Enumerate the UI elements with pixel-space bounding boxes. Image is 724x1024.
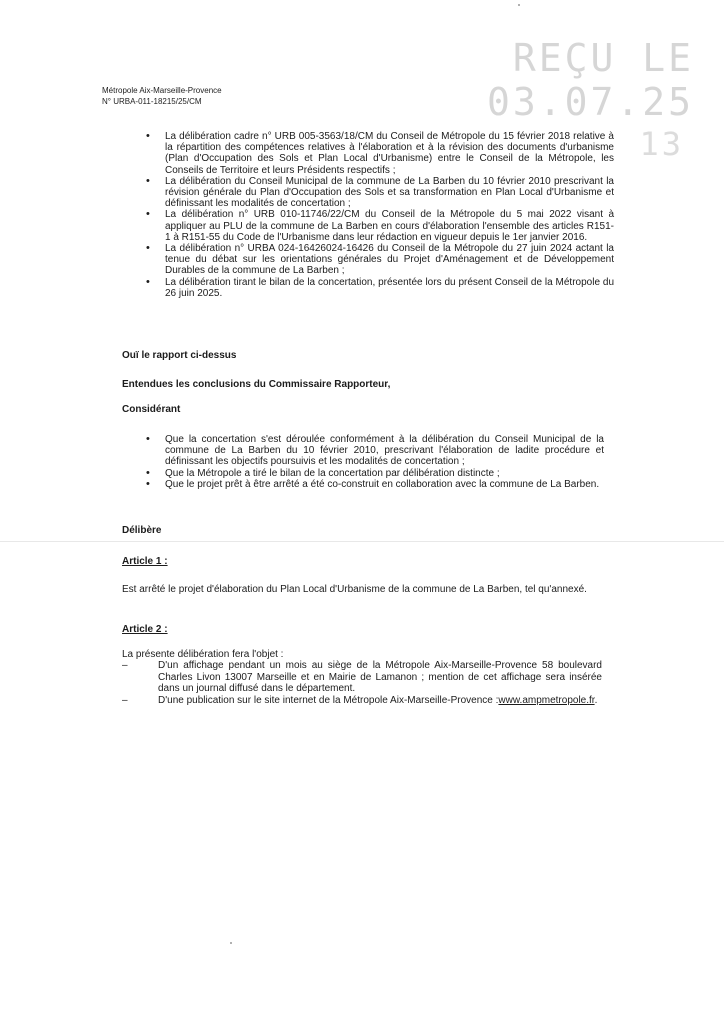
article-2-item-2 [122,695,602,707]
article-2-intro: La présente délibération fera l'objet : [122,649,284,660]
article-2-item-2-text: D'une publication sur le site internet de la Métropole Aix-Marseille-Provence : [158,694,499,706]
visas-list [146,131,614,299]
considerant-item: • Que le projet prêt à être arrêté a été co-construit en collaboration avec la commune de La Barben. [146,479,604,490]
article-1-text: Est arrêté le projet d'élaboration du Plan Local d'Urbanisme de la commune de La Barben, tel qu'annexé. [122,584,587,595]
stamp-line-1: REÇU LE [512,36,694,80]
article-1-title: Article 1 : [122,556,168,567]
scan-speck [230,942,232,944]
scan-speck [518,4,520,6]
considerant-list [146,434,604,490]
rapport-heading: Ouï le rapport ci-dessus [122,350,237,361]
article-2-item-1-text: D'un affichage pendant un mois au siège de la Métropole Aix-Marseille-Provence 58 boulevard Charles Livon 13007 Marseille et en Mairie de Lamanon ; mention de cet affichage sera insérée dans un journal diffusé dans le département. [158,660,602,694]
considerant-heading: Considérant [122,404,181,415]
visa-item: • La délibération du Conseil Municipal de la commune de La Barben du 10 février 2010 prescrivant la révision générale du Plan d'Occupation des Sols et sa transformation en Plan Local d'Urbanisme et définissant les modalités de concertation ; [146,176,614,210]
document-header [102,85,222,107]
stamp-line-2: 03.07.25 [486,80,694,124]
article-2-item-1 [122,660,602,695]
article-2-title: Article 2 : [122,624,168,635]
metropole-website-link[interactable]: www.ampmetropole.fr [498,694,595,706]
article-2-items [122,660,602,706]
stamp-line-3: 13 [639,125,684,163]
entendues-heading: Entendues les conclusions du Commissaire Rapporteur, [122,379,391,390]
article-2-item-2-suffix: . [594,694,598,706]
dash-marker: – [122,660,128,671]
header-org: Métropole Aix-Marseille-Provence [102,86,222,95]
dash-marker: – [122,694,128,706]
visa-item: • La délibération tirant le bilan de la concertation, présentée lors du présent Conseil de la Métropole du 26 juin 2025. [146,277,614,299]
received-stamp [486,36,694,163]
considerant-item: • Que la Métropole a tiré le bilan de la concertation par délibération distincte ; [146,468,604,479]
delibere-heading: Délibère [122,525,162,536]
considerant-item: • Que la concertation s'est déroulée conformément à la délibération du Conseil Municipal de la commune de La Barben du 10 février 2010, prescrivant l'élaboration de ladite procédure et définissant les objectifs poursuivis et les modalités de concertation ; [146,434,604,468]
header-ref: N° URBA-011-18215/25/CM [102,97,202,106]
scan-line [0,541,724,542]
visa-item: • La délibération cadre n° URB 005-3563/18/CM du Conseil de Métropole du 15 février 2018 relative à la répartition des compétences relatives à l'élaboration et à la révision des documents d'urbanisme (Plan d'Occupation des Sols et Plan Local d'Urbanisme) entre le Conseil de la Métropole, les Conseils de Territoire et leurs Présidents respectifs ; [146,131,614,176]
visa-item: • La délibération n° URBA 024-16426024-16426 du Conseil de la Métropole du 27 juin 2024 actant la tenue du débat sur les orientations générales du Projet d'Aménagement et de Développement Durables de la commune de La Barben ; [146,243,614,277]
visa-item: • La délibération n° URB 010-11746/22/CM du Conseil de la Métropole du 5 mai 2022 visant à appliquer au PLU de la commune de La Barben en cours d'élaboration l'ensemble des articles R151-1 à R151-55 du Code de l'Urbanisme dans leur rédaction en vigueur depuis le 1er janvier 2016. [146,209,614,243]
